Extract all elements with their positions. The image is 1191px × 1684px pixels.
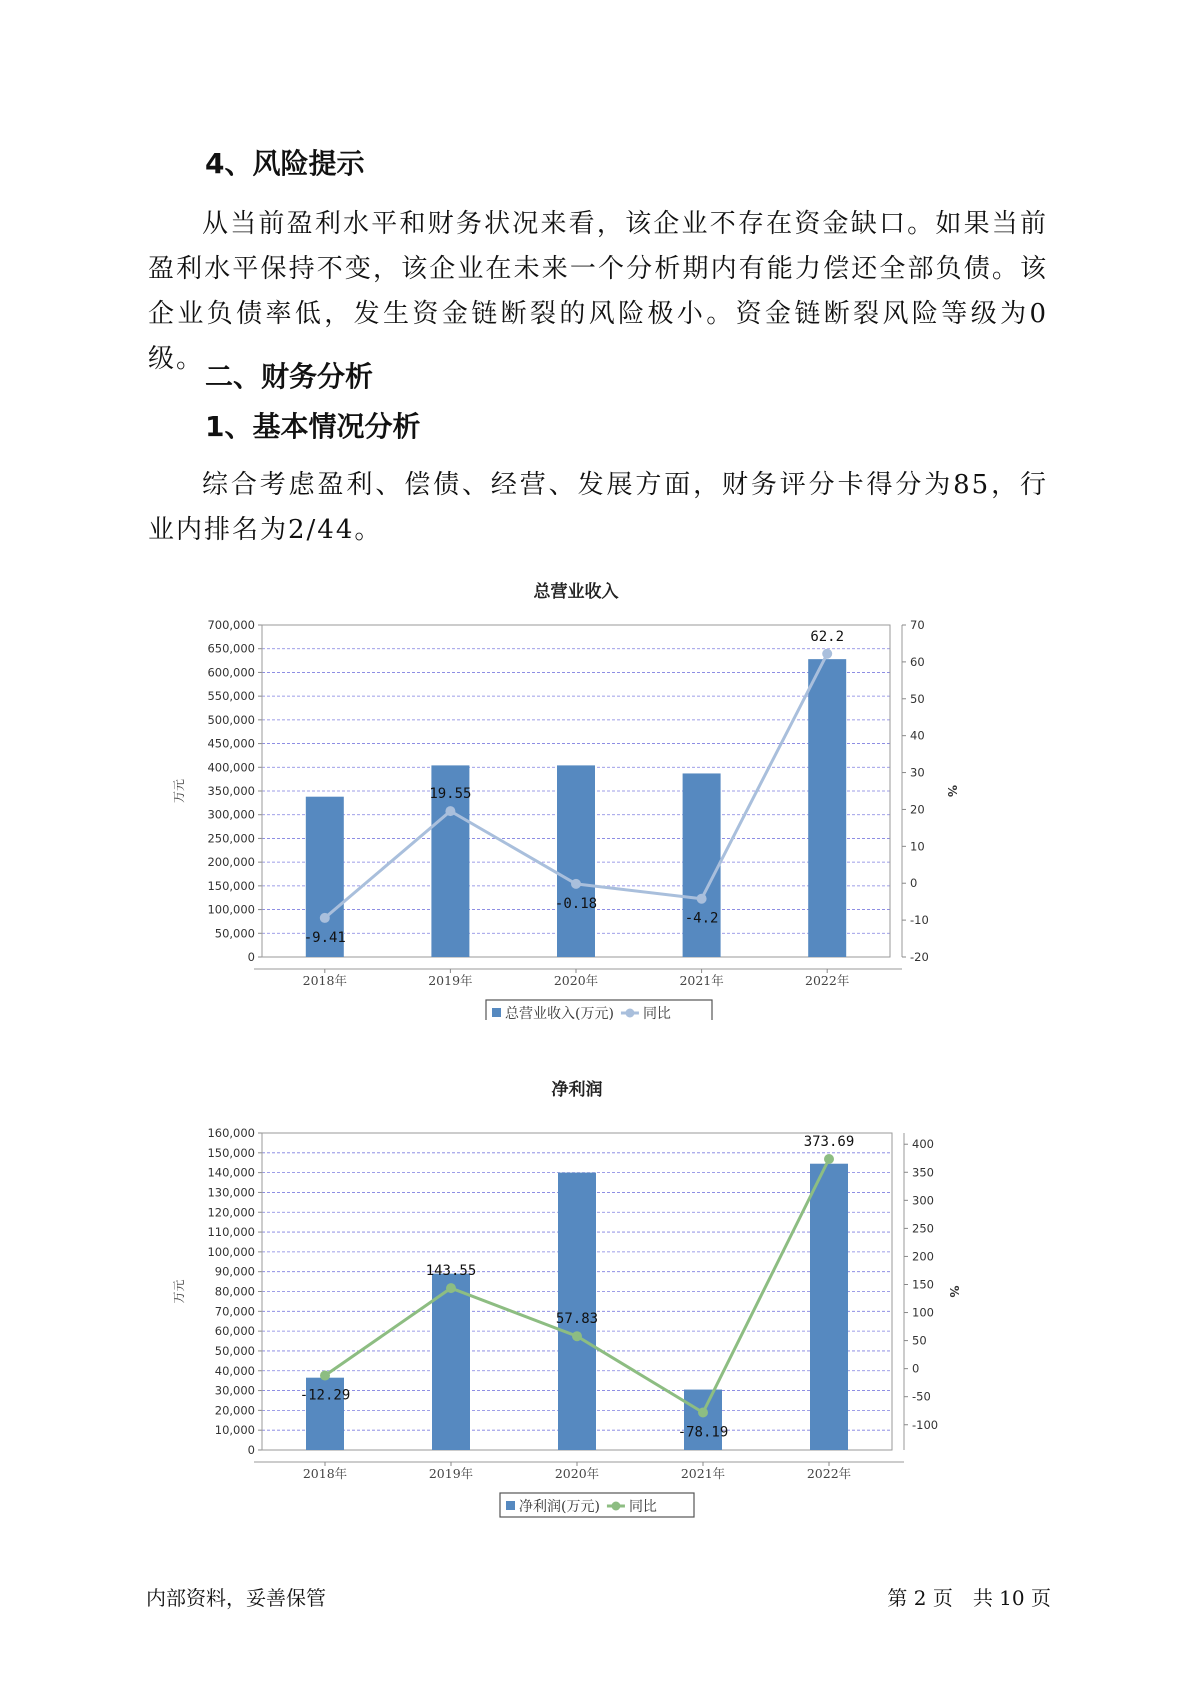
y2-tick-label: 30	[910, 765, 925, 780]
x-tick-label: 2021年	[679, 973, 724, 988]
y-tick-label: 500,000	[207, 712, 255, 727]
y-tick-label: 100,000	[207, 902, 255, 917]
y-tick-label: 110,000	[207, 1225, 255, 1240]
y-tick-label: 350,000	[207, 784, 255, 798]
basic-paragraph: 综合考虑盈利、偿债、经营、发展方面，财务评分卡得分为85，行业内排名为2/44。	[148, 470, 1048, 545]
y2-tick-label: 150	[912, 1277, 934, 1292]
bar-4	[683, 773, 721, 957]
x-tick-label: 2022年	[806, 1466, 852, 1481]
y2-axis-label: %	[947, 1285, 961, 1298]
y2-tick-label: -100	[912, 1417, 939, 1432]
y-tick-label: 60,000	[214, 1324, 255, 1339]
x-tick-label: 2019年	[428, 973, 473, 988]
x-tick-label: 2019年	[428, 1466, 474, 1481]
yoy-point-2	[445, 806, 455, 816]
y2-tick-label: 350	[912, 1165, 934, 1180]
x-tick-label: 2021年	[680, 1466, 726, 1481]
y2-tick-label: 60	[910, 654, 925, 669]
y2-tick-label: 40	[910, 728, 925, 743]
risk-heading: 4、风险提示	[205, 147, 365, 180]
legend-line-marker	[611, 1502, 620, 1511]
x-tick-label: 2020年	[554, 1466, 600, 1481]
y-tick-label: 200,000	[207, 855, 255, 870]
chart-title: 净利润	[551, 1080, 603, 1100]
y2-tick-label: 0	[910, 876, 918, 891]
yoy-point-5	[824, 1154, 834, 1164]
y2-tick-label: -20	[910, 950, 929, 964]
y2-tick-label: -10	[910, 913, 929, 928]
y-tick-label: 150,000	[207, 878, 255, 893]
revenue-chart	[170, 575, 970, 1020]
y2-tick-label: 10	[910, 839, 925, 854]
profit-chart-svg	[170, 1073, 970, 1533]
y-tick-label: 80,000	[214, 1284, 255, 1299]
y-axis-label: 万元	[172, 778, 186, 804]
y-tick-label: 20,000	[214, 1403, 255, 1418]
y2-tick-label: 250	[912, 1221, 934, 1236]
y-tick-label: 30,000	[214, 1383, 255, 1398]
yoy-point-4	[697, 894, 707, 904]
yoy-data-label: 62.2	[810, 628, 845, 645]
risk-paragraph: 从当前盈利水平和财务状况来看，该企业不存在资金缺口。如果当前盈利水平保持不变，该企业在未来一个分析期内有能力偿还全部负债。该企业负债率低，发生资金链断裂的风险极小。资金链断裂风险等级为0级。	[148, 209, 1048, 374]
chart-title: 总营业收入	[533, 582, 619, 602]
y2-tick-label: 400	[912, 1137, 934, 1152]
yoy-point-3	[571, 879, 581, 889]
legend-line-marker	[625, 1009, 634, 1018]
y-tick-label: 550,000	[207, 689, 255, 704]
yoy-data-label: 143.55	[425, 1263, 477, 1280]
y2-tick-label: 0	[912, 1361, 920, 1376]
y2-axis-label: %	[945, 784, 959, 798]
x-tick-label: 2022年	[805, 973, 850, 988]
yoy-point-1	[320, 913, 330, 923]
legend-line-label: 同比	[642, 1006, 671, 1020]
y-tick-label: 300,000	[207, 807, 255, 822]
yoy-data-label: -12.29	[299, 1387, 351, 1404]
revenue-chart-svg	[170, 575, 970, 1020]
bar-4	[684, 1390, 722, 1450]
y-tick-label: 40,000	[214, 1363, 255, 1378]
yoy-point-3	[572, 1331, 582, 1341]
footer-confidential: 内部资料，妥善保管	[146, 1586, 326, 1610]
y-tick-label: 160,000	[207, 1126, 255, 1140]
y2-tick-label: 100	[912, 1305, 934, 1320]
y-tick-label: 250,000	[207, 831, 255, 846]
y2-tick-label: 20	[910, 802, 925, 817]
legend-line-label: 同比	[628, 1499, 657, 1515]
yoy-point-2	[446, 1283, 456, 1293]
y-tick-label: 0	[247, 950, 255, 964]
y-tick-label: 600,000	[207, 665, 255, 680]
bar-5	[810, 1164, 848, 1450]
legend-bar-swatch	[492, 1008, 501, 1017]
bar-2	[432, 1274, 470, 1450]
y-tick-label: 130,000	[207, 1185, 255, 1200]
y-tick-label: 650,000	[207, 641, 255, 656]
y-tick-label: 140,000	[207, 1165, 255, 1180]
y2-tick-label: 200	[912, 1249, 934, 1264]
basic-heading: 1、基本情况分析	[205, 410, 421, 443]
y-tick-label: 700,000	[207, 618, 255, 632]
yoy-data-label: -0.18	[554, 895, 598, 912]
yoy-data-label: -9.41	[303, 929, 346, 946]
y-tick-label: 10,000	[214, 1423, 255, 1438]
y2-tick-label: 50	[910, 691, 925, 706]
yoy-point-5	[822, 649, 832, 659]
y2-tick-label: -50	[912, 1389, 931, 1404]
bar-5	[808, 659, 846, 957]
y2-tick-label: 50	[912, 1333, 927, 1348]
x-tick-label: 2020年	[553, 973, 599, 988]
y-tick-label: 70,000	[214, 1304, 255, 1319]
y-tick-label: 400,000	[207, 760, 255, 775]
y-axis-label: 万元	[172, 1279, 186, 1304]
yoy-data-label: -4.2	[684, 910, 719, 927]
legend-bar-label: 总营业收入(万元)	[505, 1006, 614, 1020]
y-tick-label: 450,000	[207, 736, 255, 751]
yoy-data-label: 19.55	[429, 786, 472, 803]
y-tick-label: 150,000	[207, 1145, 255, 1160]
yoy-data-label: -78.19	[677, 1424, 729, 1441]
y-tick-label: 0	[247, 1443, 255, 1457]
yoy-point-4	[698, 1408, 708, 1418]
yoy-data-label: 373.69	[803, 1133, 855, 1150]
y2-tick-label: 70	[910, 618, 925, 632]
bar-3	[554, 765, 598, 957]
x-tick-label: 2018年	[302, 973, 347, 988]
legend-bar-swatch	[506, 1501, 515, 1510]
y-tick-label: 100,000	[207, 1244, 255, 1259]
footer-page-number: 第 2 页 共 10 页	[887, 1586, 1051, 1610]
yoy-data-label: 57.83	[555, 1311, 599, 1328]
legend-bar-label: 净利润(万元)	[519, 1499, 600, 1515]
y2-tick-label: 300	[912, 1193, 934, 1208]
profit-chart	[170, 1073, 970, 1533]
y-tick-label: 50,000	[214, 1343, 255, 1358]
y-tick-label: 50,000	[214, 926, 255, 941]
y-tick-label: 120,000	[207, 1205, 255, 1220]
y-tick-label: 90,000	[214, 1264, 255, 1279]
x-tick-label: 2018年	[302, 1466, 348, 1481]
yoy-point-1	[320, 1371, 330, 1381]
finance-heading: 二、财务分析	[205, 360, 374, 393]
